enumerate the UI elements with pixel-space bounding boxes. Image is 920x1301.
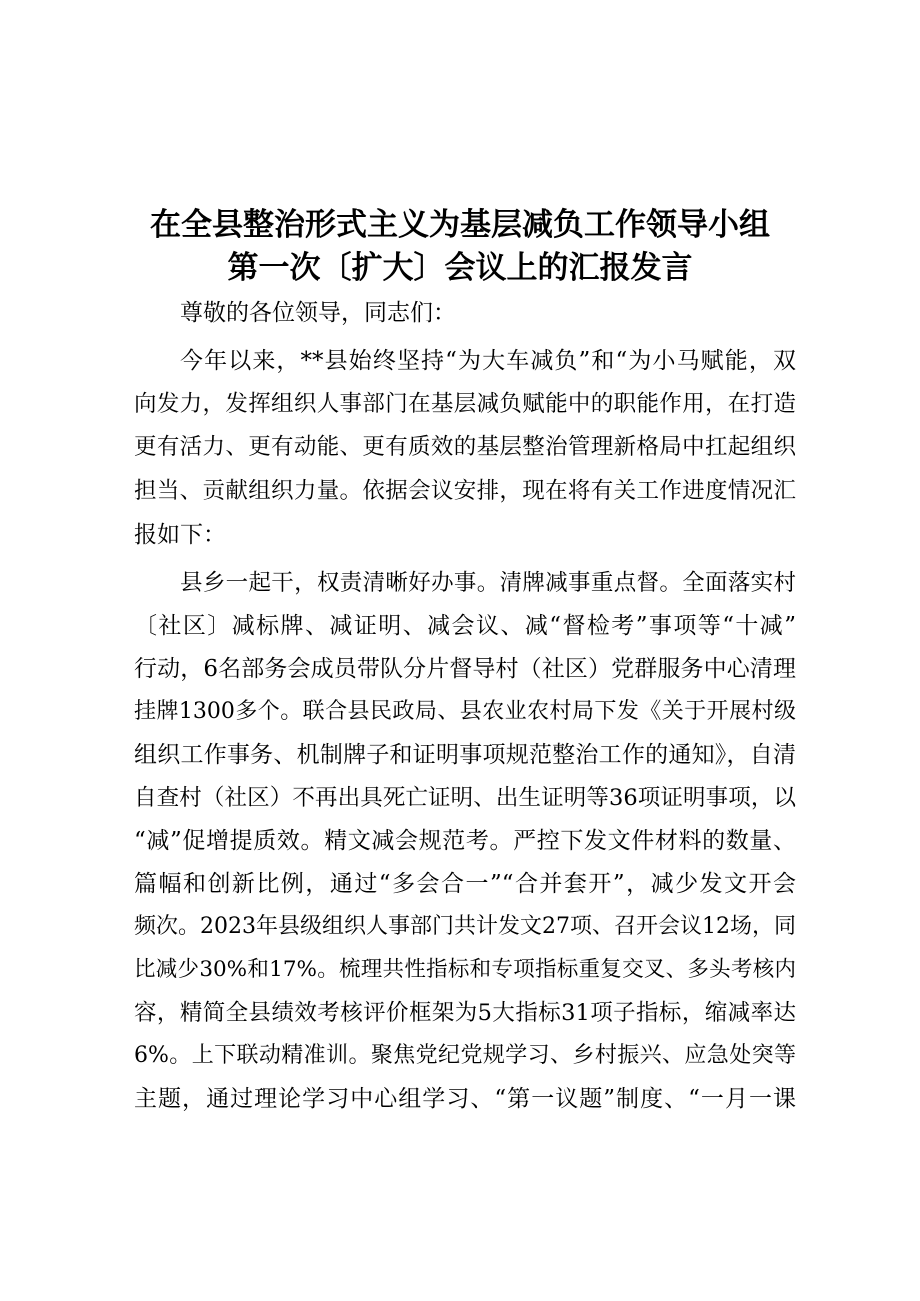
paragraph-2-line-9: 频次。2023年县级组织人事部门共计发文27项、召开会议12场，同 [134, 914, 796, 939]
document-title-line-2: 第一次〔扩大〕会议上的汇报发言 [227, 250, 693, 286]
paragraph-1-line-5: 报如下： [134, 522, 226, 548]
paragraph-2-line-13: 主题，通过理论学习中心组学习、“第一议题”制度、“一月一课 [134, 1086, 796, 1112]
paragraph-1-line-3: 更有活力、更有动能、更有质效的基层整治管理新格局中扛起组织 [134, 434, 796, 460]
paragraph-2-line-8: 篇幅和创新比例，通过“多会合一”“合并套开”，减少发文开会 [134, 871, 796, 897]
document-title-line-1: 在全县整治形式主义为基层减负工作领导小组 [150, 207, 770, 243]
paragraph-2-line-1: 县乡一起干，权责清晰好办事。清牌减事重点督。全面落实村 [180, 570, 796, 596]
paragraph-2-line-10: 比减少30%和17%。梳理共性指标和专项指标重复交叉、多头考核内 [134, 957, 796, 982]
paragraph-2-line-2: 〔社区〕减标牌、减证明、减会议、减“督检考”事项等“十减” [134, 613, 796, 639]
paragraph-1-line-4: 担当、贡献组织力量。依据会议安排，现在将有关工作进度情况汇 [134, 478, 796, 504]
paragraph-2-line-3: 行动，6名部务会成员带队分片督导村（社区）党群服务中心清理 [134, 656, 796, 682]
paragraph-1-line-2: 向发力，发挥组织人事部门在基层减负赋能中的职能作用，在打造 [134, 391, 796, 417]
paragraph-2-line-11: 容，精简全县绩效考核评价框架为5大指标31项子指标，缩减率达 [134, 1000, 796, 1026]
paragraph-2-line-7: “减”促增提质效。精文减会规范考。严控下发文件材料的数量、 [134, 828, 796, 854]
paragraph-2-line-4: 挂牌1300多个。联合县民政局、县农业农村局下发《关于开展村级 [134, 699, 796, 724]
paragraph-2-line-5: 组织工作事务、机制牌子和证明事项规范整治工作的通知》，自清 [134, 742, 796, 768]
salutation: 尊敬的各位领导，同志们： [180, 300, 456, 326]
paragraph-1-line-1: 今年以来，**县始终坚持“为大车减负”和“为小马赋能，双 [180, 348, 796, 374]
paragraph-2-line-6: 自查村（社区）不再出具死亡证明、出生证明等36项证明事项，以 [134, 785, 796, 811]
paragraph-2-line-12: 6%。上下联动精准训。聚焦党纪党规学习、乡村振兴、应急处突等 [134, 1043, 796, 1068]
